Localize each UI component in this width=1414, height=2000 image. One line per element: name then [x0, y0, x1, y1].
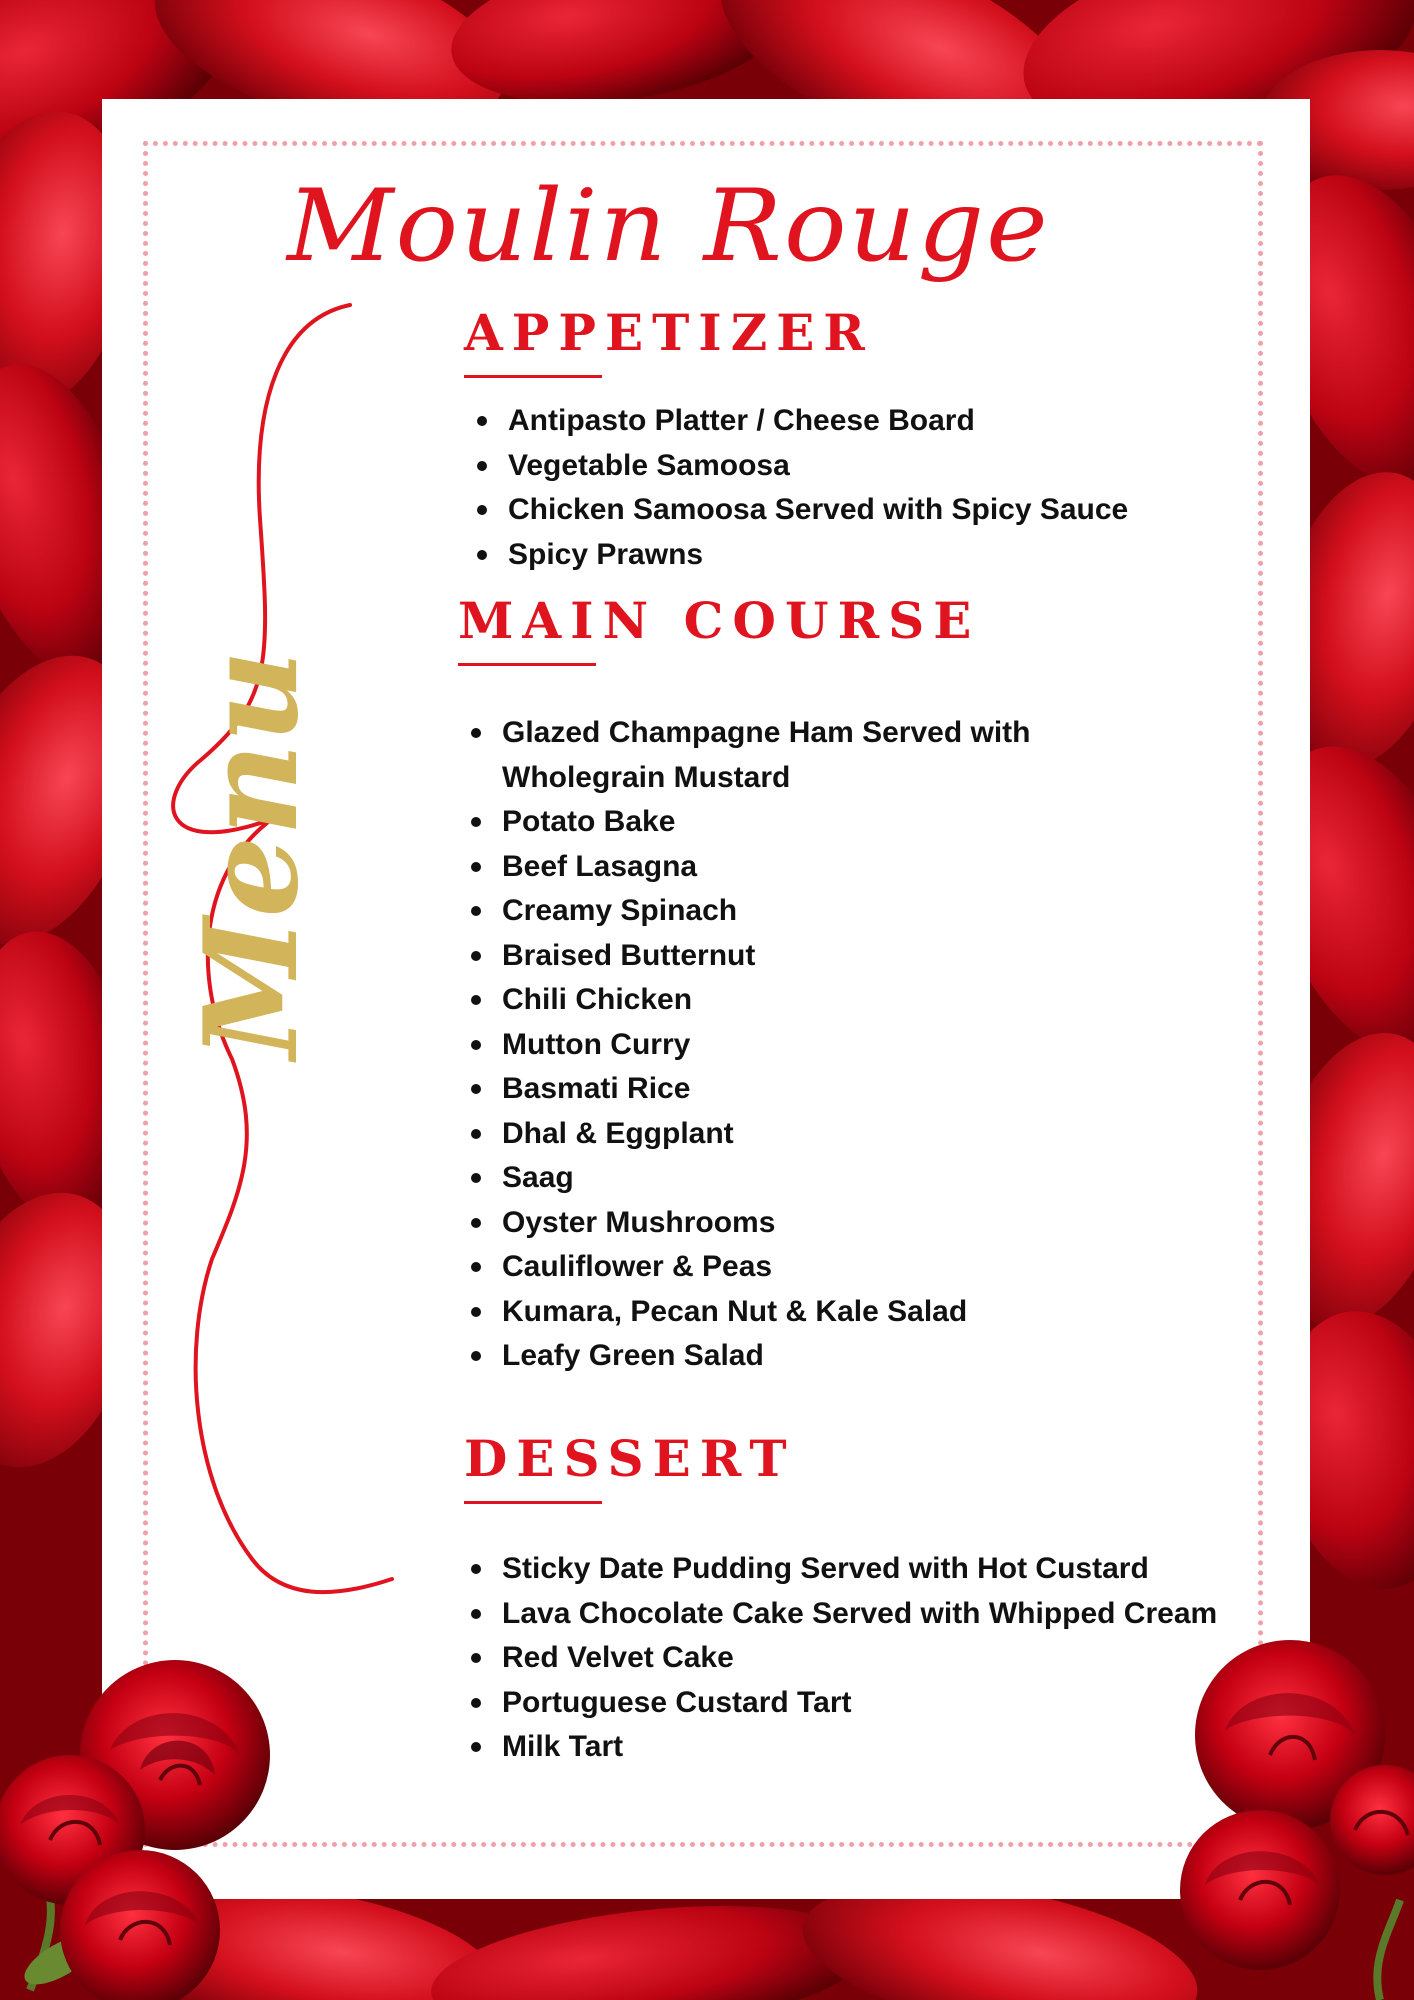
list-item: Chili Chicken: [502, 978, 1142, 1023]
list-item: Potato Bake: [502, 800, 1142, 845]
rose-cluster-left-icon: [0, 1660, 330, 2000]
list-item: Saag: [502, 1156, 1142, 1201]
dessert-list: [454, 1547, 1242, 1770]
section-title-dessert: DESSERT: [464, 1429, 796, 1488]
list-item: Creamy Spinach: [502, 889, 1142, 934]
main-course-list: [454, 711, 1142, 1379]
appetizer-list: [460, 399, 1268, 577]
list-item: Kumara, Pecan Nut & Kale Salad: [502, 1290, 1142, 1335]
list-item: Spicy Prawns: [508, 533, 1268, 578]
list-item: Vegetable Samoosa: [508, 444, 1268, 489]
list-item: Chicken Samoosa Served with Spicy Sauce: [508, 488, 1268, 533]
section-title-main-course: MAIN COURSE: [458, 591, 981, 650]
list-item: Basmati Rice: [502, 1067, 1142, 1112]
list-item: Mutton Curry: [502, 1023, 1142, 1068]
list-item: Dhal & Eggplant: [502, 1112, 1142, 1157]
restaurant-title: Moulin Rouge: [287, 168, 1050, 284]
list-item: Oyster Mushrooms: [502, 1201, 1142, 1246]
menu-card: [102, 99, 1310, 1899]
list-item: Milk Tart: [502, 1725, 1242, 1770]
section-title-appetizer: APPETIZER: [464, 303, 874, 362]
list-item: Red Velvet Cake: [502, 1636, 1242, 1681]
list-item: Lava Chocolate Cake Served with Whipped Cream: [502, 1592, 1242, 1637]
menu-side-label: Menu: [177, 649, 327, 1059]
list-item: Leafy Green Salad: [502, 1334, 1142, 1379]
list-item: Beef Lasagna: [502, 845, 1142, 890]
list-item: Antipasto Platter / Cheese Board: [508, 399, 1268, 444]
list-item: Glazed Champagne Ham Served with Wholegrain Mustard: [502, 711, 1142, 800]
list-item: Portuguese Custard Tart: [502, 1681, 1242, 1726]
rose-cluster-right-icon: [1180, 1640, 1414, 2000]
list-item: Braised Butternut: [502, 934, 1142, 979]
list-item: Cauliflower & Peas: [502, 1245, 1142, 1290]
list-item: Sticky Date Pudding Served with Hot Custard: [502, 1547, 1242, 1592]
